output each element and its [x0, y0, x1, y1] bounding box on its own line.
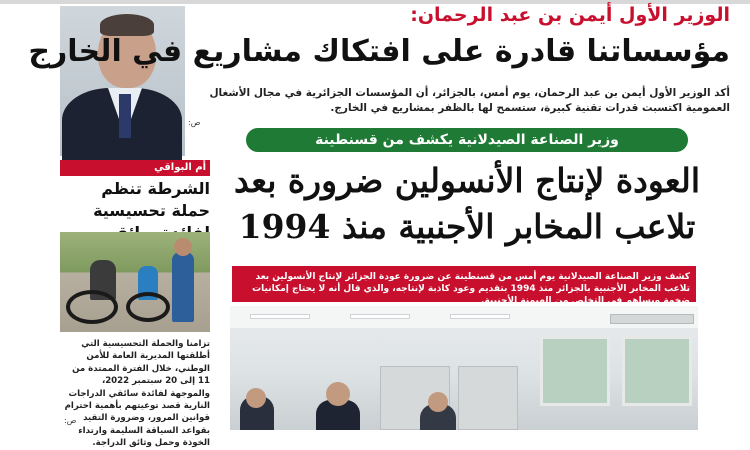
- minister-tie: [119, 94, 131, 138]
- minister-hair: [100, 14, 154, 36]
- lab-window: [540, 336, 610, 406]
- main-story-lead: كشف وزير الصناعة الصيدلانية يوم أمس من قسنطينة عن ضرورة عودة الجزائر لإنتاج الأنسولين بعد تلاعب المخابر الأجنبية بالجزائر منذ 1994 بتقديم وعود كاذبة لإنتاجه، والذي قال أنه لا يحتاج إمكانيات ضخمة ويساهم في التخلص من الهيمنة الأجنبية.: [232, 266, 696, 302]
- police-campaign-photo: [60, 232, 210, 332]
- lead-story-kicker[interactable]: الوزير الأول أيمن بن عبد الرحمان:: [410, 4, 730, 26]
- police-officer-head: [174, 238, 192, 256]
- ventilation-duct: [610, 314, 694, 324]
- ceiling-light: [450, 314, 510, 319]
- main-headline-line-1: العودة لإنتاج الأنسولين ضرورة بعد: [233, 161, 701, 200]
- police-officer-figure: [172, 252, 194, 322]
- minister-photo: [60, 6, 185, 156]
- person-head: [326, 382, 350, 406]
- lead-story-headline[interactable]: مؤسساتنا قادرة على افتكاك مشاريع في الخارج: [28, 34, 730, 69]
- sidebar-credit: ص:: [64, 416, 77, 425]
- main-story-headline[interactable]: [232, 158, 702, 250]
- ceiling-light: [350, 314, 410, 319]
- sidebar-body: تزامنا والحملة التحسيسية التي أطلقتها المديرية العامة للأمن الوطني، خلال الفترة الممتدة من 11 إلى 20 سبتمبر 2022، والموجهة لفائدة سائقي الدراجات النارية قصد توعيتهم بأهمية احترام قوانين المرور، وضرورة التقيد بقواعد السياقة السليمة وارتداء الخوذة وحمل وثائق الدراجة.: [64, 339, 210, 449]
- main-headline-line-2: تلاعب المخابر الأجنبية منذ 1994: [238, 207, 696, 246]
- motorcycle-wheel: [66, 290, 118, 324]
- ceiling-light: [250, 314, 310, 319]
- lab-visit-photo: [230, 306, 698, 430]
- lead-story-text: أكد الوزير الأول أيمن بن عبد الرحمان، يوم أمس، بالجزائر، أن المؤسسات الجزائرية في مجال الأشغال العمومية اكتسبت قدرات تقنية كبيرة، ستسمح لها بالظفر بمشاريع في الخارج.: [209, 87, 730, 114]
- person-head: [428, 392, 448, 412]
- motorcycle-wheel: [126, 292, 170, 322]
- photo-credit: ص:: [188, 118, 201, 127]
- main-story-kicker[interactable]: وزير الصناعة الصيدلانية يكشف من قسنطينة: [246, 128, 688, 152]
- sidebar-headline[interactable]: الشرطة تنظم حملة تحسيسية: [93, 179, 210, 220]
- lab-cabinet: [458, 366, 518, 430]
- person-head: [246, 388, 266, 408]
- lab-window: [622, 336, 692, 406]
- sidebar-section-tag: أم البواقي: [60, 160, 210, 176]
